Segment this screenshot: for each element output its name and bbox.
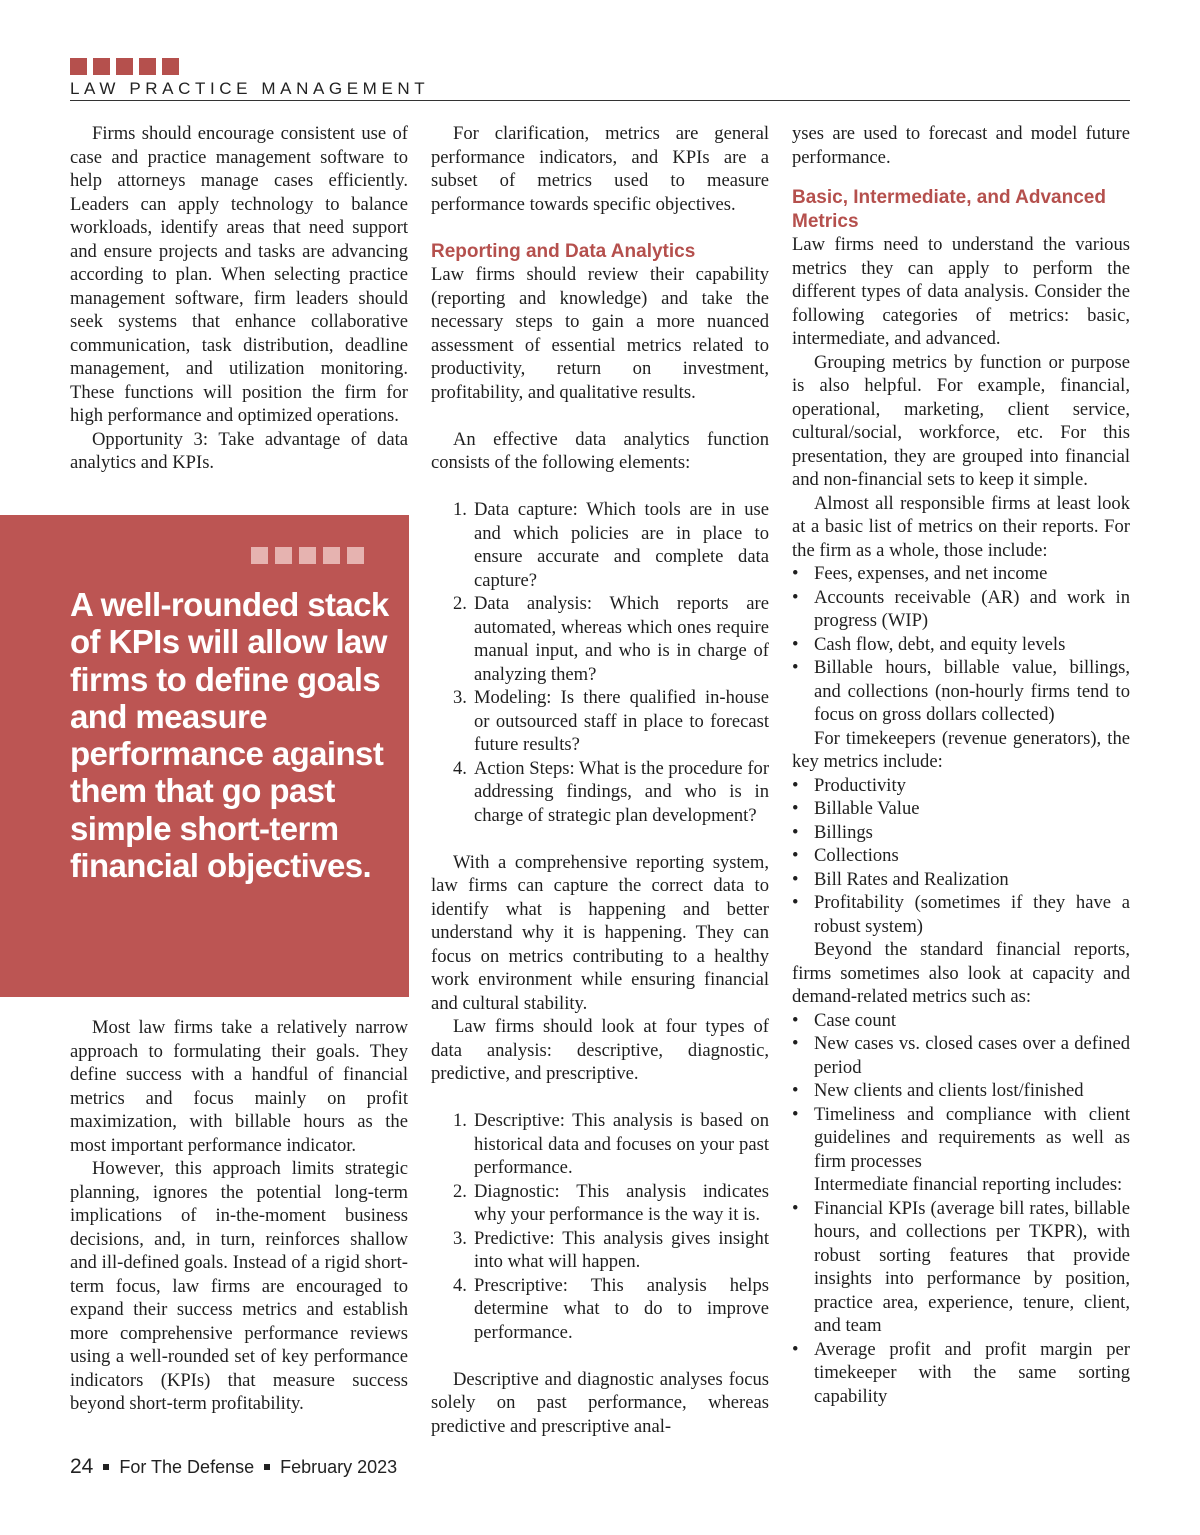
page-number: 24 <box>70 1455 94 1478</box>
list-item: • Billable Value <box>792 797 1130 821</box>
header-square <box>70 58 87 75</box>
paragraph: Descriptive and diagnostic analyses focus solely on past performance, whereas predictive and prescriptive anal- <box>431 1368 769 1437</box>
analytics-elements-list <box>431 498 769 827</box>
pull-square <box>251 547 268 564</box>
list-item: 1. Descriptive: This analysis is based on historical data and focuses on your past performance. <box>453 1110 769 1178</box>
section-title: LAW PRACTICE MANAGEMENT <box>70 79 1130 101</box>
paragraph: yses are used to forecast and model future performance. <box>792 123 1130 168</box>
paragraph: However, this approach limits strategic planning, ignores the potential long-term implications of in-the-moment business decisions, and, in turn, reinforces shallow and ill-defined goals. Instead of a rigid short-term focus, law firms are encouraged to expand their success metrics and establish more comprehensive performance reviews using a well-rounded set of key performance indicators (KPIs) that measure success beyond short-term profitability. <box>70 1158 408 1414</box>
timekeeper-metrics-list <box>792 774 1130 939</box>
list-item: 4. Prescriptive: This analysis helps determine what to do to improve performance. <box>453 1274 769 1343</box>
list-item: 3. Modeling: Is there qualified in-house or outsourced staff in place to forecast future results? <box>453 687 769 755</box>
list-item: • New cases vs. closed cases over a defined period <box>792 1032 1130 1079</box>
list-item: • Fees, expenses, and net income <box>792 562 1130 586</box>
paragraph: Law firms should look at four types of data analysis: descriptive, diagnostic, predictive, and prescriptive. <box>431 1016 769 1084</box>
paragraph: Beyond the standard financial reports, firms sometimes also look at capacity and demand-related metrics such as: <box>792 939 1130 1007</box>
page-footer <box>70 1455 397 1479</box>
paragraph: Opportunity 3: Take advantage of data analytics and KPIs. <box>70 428 408 473</box>
list-item: • Financial KPIs (average bill rates, billable hours, and collections per TKPR), with robust sorting features that provide insights into performance by position, practice area, experience, tenure, client, and team <box>792 1197 1130 1338</box>
separator-dot <box>103 1464 109 1470</box>
pull-quote-squares <box>251 547 364 564</box>
header-square <box>162 58 179 75</box>
intermediate-metrics-list <box>792 1197 1130 1409</box>
paragraph: With a comprehensive reporting system, law firms can capture the correct data to identify what is happening and better understand why it is happening. They can focus on metrics contributing to a healthy work environment while ensuring financial and cultural stability. <box>431 851 769 1014</box>
pull-square <box>275 547 292 564</box>
paragraph: Law firms should review their capability (reporting and knowledge) and take the necessary steps to gain a more nuanced assessment of essential metrics related to productivity, return on investment, profitability, and qualitative results. <box>431 264 769 403</box>
list-item: 2. Data analysis: Which reports are automated, whereas which ones require manual input, and who is in charge of analyzing them? <box>453 593 769 685</box>
capacity-metrics-list <box>792 1009 1130 1174</box>
column-1-bottom <box>70 1016 408 1416</box>
list-item: 3. Predictive: This analysis gives insight into what will happen. <box>453 1227 769 1272</box>
publication-name: For The Defense <box>119 1456 255 1477</box>
list-item: • Accounts receivable (AR) and work in progress (WIP) <box>792 586 1130 633</box>
pull-square <box>347 547 364 564</box>
column-1-top <box>70 122 408 475</box>
list-item: 2. Diagnostic: This analysis indicates why your performance is the way it is. <box>453 1180 769 1225</box>
pull-square <box>323 547 340 564</box>
pull-square <box>299 547 316 564</box>
header-square <box>93 58 110 75</box>
list-item: 4. Action Steps: What is the procedure for addressing findings, and who is in charge of strategic plan development? <box>453 757 770 826</box>
paragraph: Law firms need to understand the various metrics they can apply to perform the different types of data analysis. Consider the following categories of metrics: basic, intermediate, and advanced. <box>792 234 1130 349</box>
list-item: • Bill Rates and Realization <box>792 868 1130 892</box>
list-item: • Billable hours, billable value, billings, and collections (non-hourly firms tend to focus on gross dollars collected) <box>792 656 1130 727</box>
list-item: • Average profit and profit margin per timekeeper with the same sorting capability <box>792 1338 1130 1409</box>
paragraph: An effective data analytics function consists of the following elements: <box>431 428 769 473</box>
list-item: • Cash flow, debt, and equity levels <box>792 633 1130 657</box>
column-3 <box>792 122 1130 1408</box>
separator-dot <box>264 1464 270 1470</box>
analysis-types-list <box>431 1109 769 1344</box>
header-square <box>139 58 156 75</box>
list-item: • Timeliness and compliance with client guidelines and requirements as well as firm processes <box>792 1103 1130 1174</box>
list-item: • New clients and clients lost/finished <box>792 1079 1130 1103</box>
header-squares <box>70 58 179 75</box>
paragraph: Most law firms take a relatively narrow approach to formulating their goals. They define success with a handful of financial metrics and focus mainly on profit maximization, with billable hours as the most important performance indicator. <box>70 1017 408 1156</box>
firm-metrics-list <box>792 562 1130 727</box>
list-item: • Profitability (sometimes if they have a robust system) <box>792 891 1130 938</box>
subheading-metrics: Basic, Intermediate, and Advanced Metrics <box>792 187 1106 232</box>
list-item: • Collections <box>792 844 1130 868</box>
list-item: • Productivity <box>792 774 1130 798</box>
subheading-reporting: Reporting and Data Analytics <box>431 240 696 262</box>
paragraph: Firms should encourage consistent use of case and practice management software to help attorneys manage cases efficiently. Leaders can apply technology to balance workloads, identify areas that need support and ensure projects and tasks are advancing according to plan. When selecting practice management software, firm leaders should seek systems that enhance collaborative communication, task distribution, deadline management, and utilization monitoring. These functions will position the firm for high performance and optimized operations. <box>70 123 408 426</box>
paragraph: For clarification, metrics are general performance indicators, and KPIs are a subset of metrics used to measure performance towards specific objectives. <box>431 123 769 215</box>
issue-date: February 2023 <box>280 1456 398 1477</box>
list-item: • Case count <box>792 1009 1130 1033</box>
column-2 <box>431 122 769 1438</box>
list-item: 1. Data capture: Which tools are in use and which policies are in place to ensure accurate and complete data capture? <box>453 499 769 591</box>
pull-quote-box <box>0 515 409 997</box>
list-item: • Billings <box>792 821 1130 845</box>
paragraph: Almost all responsible firms at least look at a basic list of metrics on their reports. For the firm as a whole, those include: <box>792 492 1130 561</box>
pull-quote-text: A well-rounded stack of KPIs will allow law firms to define goals and measure performance against them that go past simple short-term financial objectives. <box>70 586 389 885</box>
paragraph: For timekeepers (revenue generators), the key metrics include: <box>792 727 1130 772</box>
header-square <box>116 58 133 75</box>
paragraph: Intermediate financial reporting includes: <box>814 1174 1123 1195</box>
paragraph: Grouping metrics by function or purpose is also helpful. For example, financial, operational, marketing, client service, cultural/social, workforce, etc. For this presentation, they are grouped into financial and non-financial sets to keep it simple. <box>792 351 1130 490</box>
